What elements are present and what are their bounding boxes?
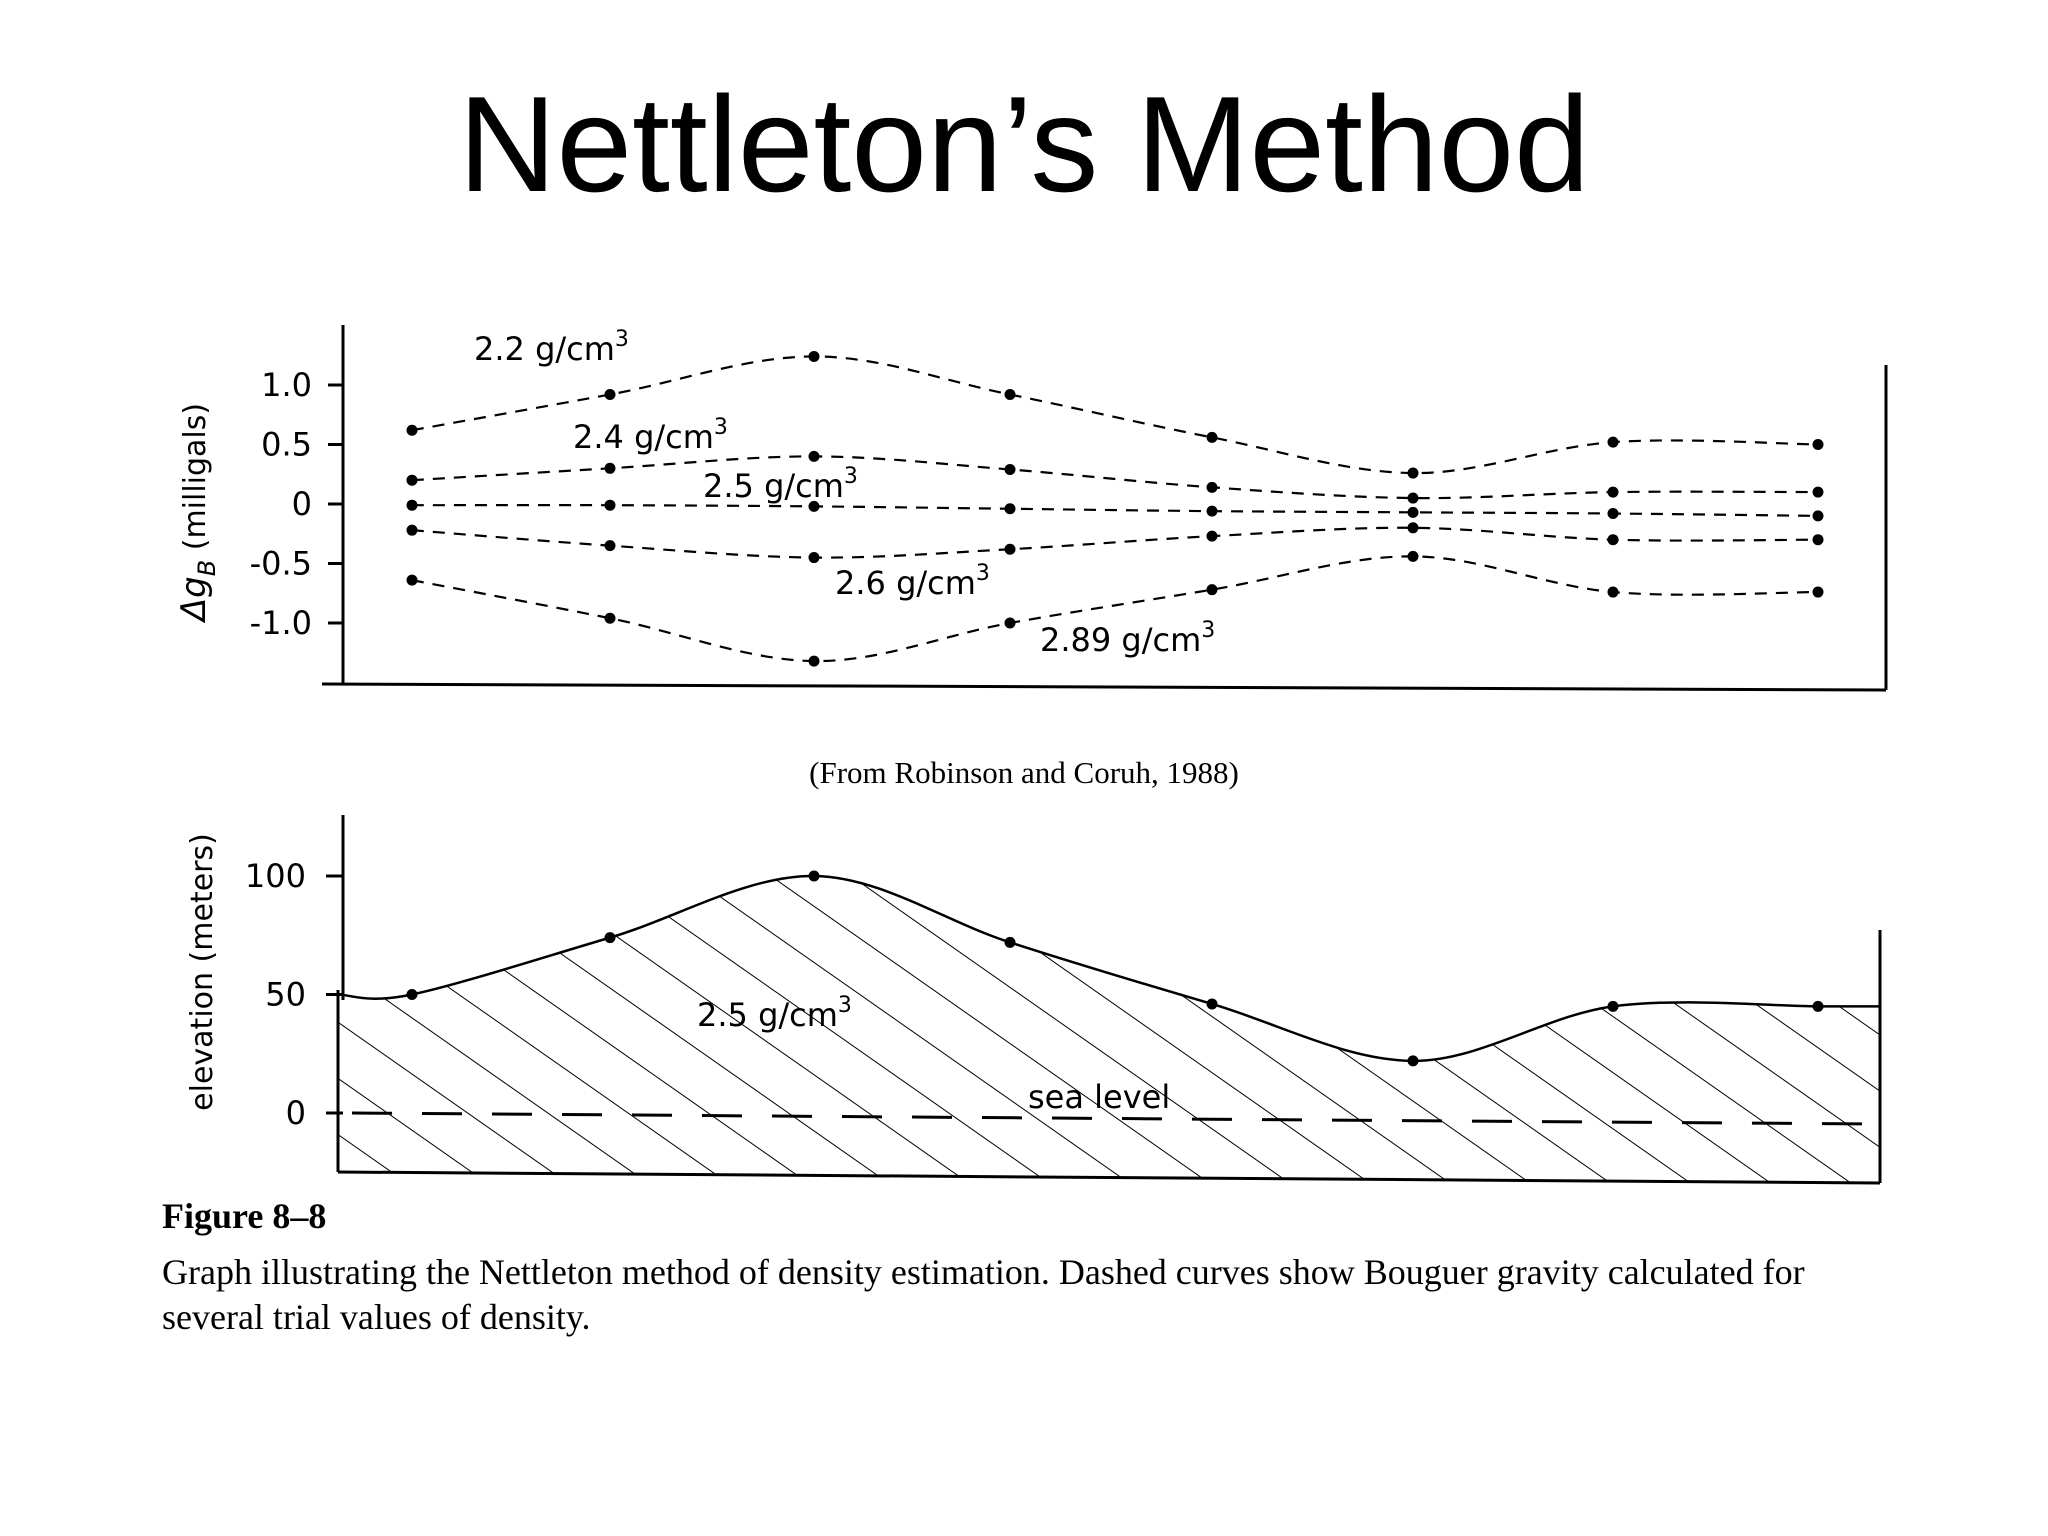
gravity-data-point (809, 552, 820, 563)
rock-body-fill (338, 876, 1880, 1183)
gravity-series-label: 2.6 $g/cm^3$ (835, 561, 990, 602)
topography-data-point (1005, 937, 1016, 948)
gravity-data-point (1608, 437, 1619, 448)
elevation-y-tick-label: 50 (265, 975, 306, 1014)
gravity-data-point (605, 540, 616, 551)
gravity-data-point (1207, 506, 1218, 517)
elevation-chart (185, 815, 1880, 1183)
gravity-data-point (1005, 503, 1016, 514)
topography-data-point (1608, 1001, 1619, 1012)
gravity-data-point (1608, 587, 1619, 598)
gravity-data-point (1207, 432, 1218, 443)
gravity-data-point (1005, 389, 1016, 400)
gravity-data-point (809, 351, 820, 362)
gravity-data-point (1813, 587, 1824, 598)
gravity-y-tick-label: 0.5 (261, 425, 312, 464)
gravity-data-point (1005, 618, 1016, 629)
gravity-chart (174, 325, 1886, 690)
slide-title: Nettleton’s Method (458, 68, 1590, 220)
gravity-data-point (1408, 551, 1419, 562)
gravity-data-point (809, 656, 820, 667)
gravity-data-point (605, 389, 616, 400)
elevation-y-tick-label: 100 (244, 857, 306, 895)
gravity-series-line (412, 528, 1818, 558)
topography-data-point (1813, 1001, 1824, 1012)
gravity-data-point (1207, 531, 1218, 542)
gravity-data-point (407, 475, 418, 486)
gravity-data-point (1207, 584, 1218, 595)
figure-credit: (From Robinson and Coruh, 1988) (809, 755, 1239, 790)
gravity-data-point (1207, 482, 1218, 493)
gravity-data-point (605, 463, 616, 474)
gravity-series-line (412, 505, 1818, 516)
elevation-y-axis-title: elevation (meters) (185, 833, 220, 1111)
gravity-data-point (407, 575, 418, 586)
gravity-series-label: 2.5 $g/cm^3$ (703, 464, 858, 505)
gravity-data-point (407, 500, 418, 511)
gravity-data-point (1005, 464, 1016, 475)
gravity-series-label: 2.2 $g/cm^3$ (474, 327, 629, 368)
topography-data-point (605, 932, 616, 943)
gravity-data-point (809, 451, 820, 462)
gravity-data-point (1005, 544, 1016, 555)
gravity-data-point (1408, 468, 1419, 479)
gravity-series-label: 2.89 $g/cm^3$ (1040, 618, 1216, 659)
gravity-y-tick-label: 1.0 (261, 366, 312, 404)
figure-label: Figure 8–8 (162, 1196, 327, 1236)
elevation-y-tick-label: 0 (285, 1094, 306, 1132)
gravity-data-point (1813, 510, 1824, 521)
gravity-series-line (412, 456, 1818, 498)
rock-density-label: 2.5 $g/cm^3$ (697, 993, 852, 1034)
gravity-data-point (1608, 508, 1619, 519)
gravity-data-point (1608, 534, 1619, 545)
gravity-y-tick-label: -0.5 (249, 544, 312, 583)
gravity-y-tick-label: -1.0 (249, 604, 312, 642)
gravity-y-tick-label: 0 (291, 485, 312, 523)
sea-level-label: sea level (1028, 1078, 1171, 1116)
gravity-data-point (1408, 522, 1419, 533)
gravity-data-point (1813, 534, 1824, 545)
gravity-data-point (1408, 507, 1419, 518)
gravity-data-point (1813, 439, 1824, 450)
gravity-data-point (407, 425, 418, 436)
topography-data-point (407, 989, 418, 1000)
topography-data-point (1408, 1055, 1419, 1066)
topography-data-point (1207, 998, 1218, 1009)
gravity-baseline (322, 684, 1886, 690)
gravity-data-point (605, 613, 616, 624)
gravity-y-axis-title: $\Delta g_B$ (milligals) (174, 402, 221, 622)
gravity-data-point (1608, 487, 1619, 498)
gravity-data-point (605, 500, 616, 511)
gravity-data-point (1813, 487, 1824, 498)
gravity-data-point (407, 525, 418, 536)
topography-data-point (809, 871, 820, 882)
gravity-data-point (1408, 493, 1419, 504)
gravity-series-label: 2.4 $g/cm^3$ (573, 415, 728, 456)
figure-caption: Graph illustrating the Nettleton method of density estimation. Dashed curves show Bouguer gravity calculated for several trial values of density. (162, 1252, 1805, 1337)
